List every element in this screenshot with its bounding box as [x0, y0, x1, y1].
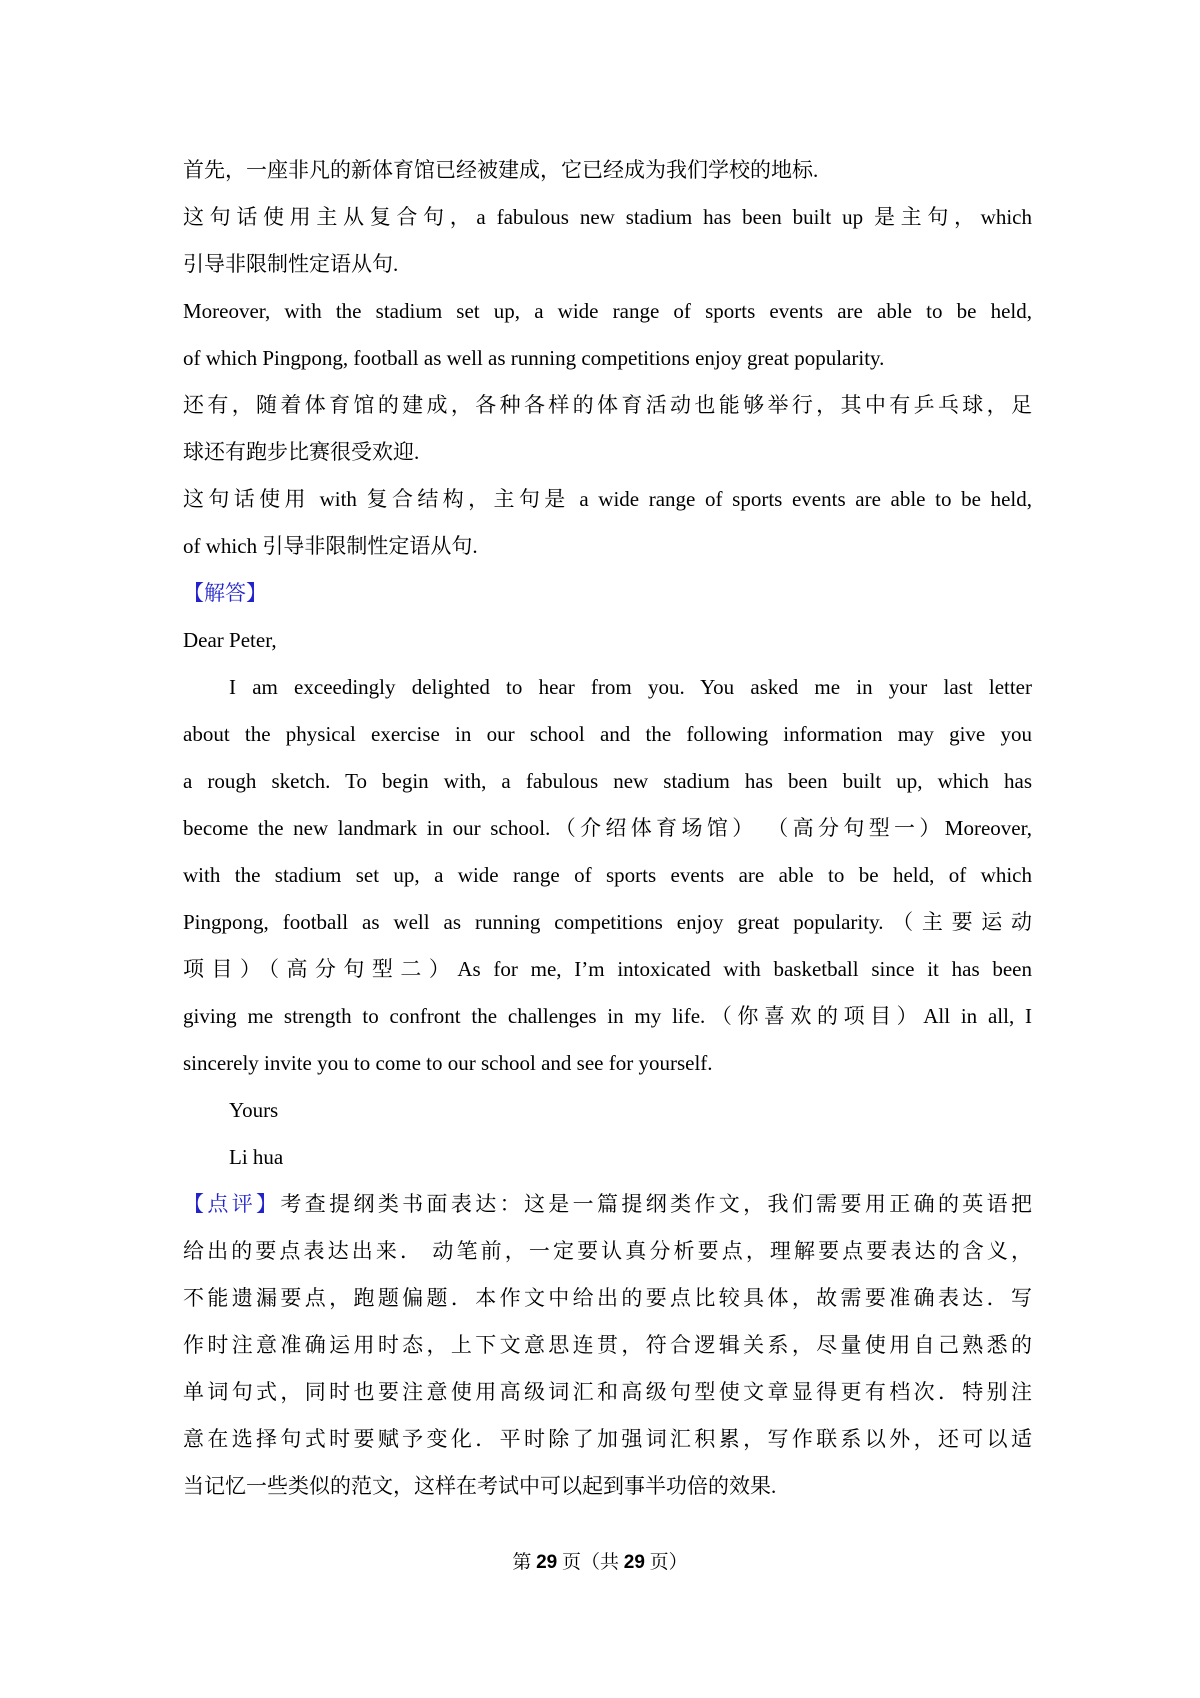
text-segment: 当记忆一些类似的范文，这样在考试中可以起到事半功倍的效果.	[183, 1474, 777, 1498]
letter-line	[183, 664, 1032, 711]
text-segment: 首先，一座非凡的新体育馆已经被建成，它已经成为我们学校的地标.	[183, 158, 819, 182]
comment-section-label: 【点评】	[183, 1192, 281, 1216]
comment-line	[183, 1369, 1032, 1416]
text-segment: Pingpong, football as well as running competitions enjoy great popularity.（主要运动	[183, 910, 1032, 934]
text-segment: a rough sketch. To begin with, a fabulous new stadium has been built up, which has	[183, 769, 1032, 793]
page-footer	[0, 1550, 1200, 1576]
text-segment: 这句话使用主从复合句，a fabulous new stadium has been built up 是主句，which	[183, 205, 1032, 229]
letter-line	[183, 758, 1032, 805]
text-segment: sincerely invite you to come to our school and see for yourself.	[183, 1051, 713, 1075]
text-segment: 球还有跑步比赛很受欢迎.	[183, 440, 420, 464]
document-body	[183, 147, 1032, 1510]
total-page-number: 29	[623, 1552, 645, 1573]
comment-line	[183, 1463, 1032, 1510]
text-segment: 还有，随着体育馆的建成，各种各样的体育活动也能够举行，其中有乒乓球，足	[183, 393, 1032, 417]
text-segment: 项目）（高分句型二）As for me, I’m intoxicated with basketball since it has been	[183, 957, 1032, 981]
text-segment: Dear Peter,	[183, 628, 277, 652]
letter-line	[183, 711, 1032, 758]
para-line	[183, 523, 1032, 570]
comment-line	[183, 1322, 1032, 1369]
text-segment: I am exceedingly delighted to hear from you. You asked me in your last letter	[229, 675, 1032, 699]
para-line	[183, 429, 1032, 476]
text-segment: 作时注意准确运用时态，上下文意思连贯，符合逻辑关系，尽量使用自己熟悉的	[183, 1333, 1032, 1357]
text-segment: 这句话使用 with 复合结构，主句是 a wide range of sports events are able to be held,	[183, 487, 1032, 511]
text-segment: become the new landmark in our school.（介绍体育场馆） （高分句型一）Moreover,	[183, 816, 1032, 840]
para-line	[183, 194, 1032, 241]
letter-line	[183, 993, 1032, 1040]
answer-section-label: 【解答】	[183, 581, 267, 605]
para-line	[183, 147, 1032, 194]
text-segment: 单词句式，同时也要注意使用高级词汇和高级句型使文章显得更有档次．特别注	[183, 1380, 1032, 1404]
letter-line	[183, 805, 1032, 852]
text-segment: 不能遗漏要点，跑题偏题．本作文中给出的要点比较具体，故需要准确表达．写	[183, 1286, 1032, 1310]
comment-line	[183, 1416, 1032, 1463]
para-line	[183, 288, 1032, 335]
comment-line	[183, 1181, 1032, 1228]
comment-line	[183, 1228, 1032, 1275]
text-segment: about the physical exercise in our school and the following information may give you	[183, 722, 1032, 746]
answer-label-line	[183, 570, 1032, 617]
text-segment: 意在选择句式时要赋予变化．平时除了加强词汇积累，写作联系以外，还可以适	[183, 1427, 1032, 1451]
para-line	[183, 241, 1032, 288]
letter-line	[183, 1040, 1032, 1087]
text-segment: with the stadium set up, a wide range of sports events are able to be held, of which	[183, 863, 1032, 887]
text-segment: 页（共	[557, 1552, 624, 1573]
text-segment: 引导非限制性定语从句.	[183, 252, 399, 276]
letter-line	[183, 946, 1032, 993]
text-segment: Yours	[229, 1098, 279, 1122]
para-line	[183, 335, 1032, 382]
text-segment: Li hua	[229, 1145, 284, 1169]
letter-line	[183, 852, 1032, 899]
text-segment: 考查提纲类书面表达：这是一篇提纲类作文，我们需要用正确的英语把	[280, 1192, 1033, 1216]
letter-line	[183, 617, 1032, 664]
current-page-number: 29	[536, 1552, 558, 1573]
letter-line	[183, 899, 1032, 946]
text-segment: of which 引导非限制性定语从句.	[183, 534, 478, 558]
letter-signoff-line	[183, 1087, 1032, 1134]
comment-line	[183, 1275, 1032, 1322]
text-segment: of which Pingpong, football as well as running competitions enjoy great popularity.	[183, 346, 885, 370]
letter-signature-line	[183, 1134, 1032, 1181]
text-segment: 页）	[644, 1552, 688, 1573]
text-segment: 第	[512, 1552, 537, 1573]
para-line	[183, 382, 1032, 429]
text-segment: giving me strength to confront the challenges in my life.（你喜欢的项目）All in all, I	[183, 1004, 1032, 1028]
text-segment: Moreover, with the stadium set up, a wide range of sports events are able to be held,	[183, 299, 1032, 323]
para-line	[183, 476, 1032, 523]
text-segment: 给出的要点表达出来． 动笔前，一定要认真分析要点，理解要点要表达的含义，	[183, 1239, 1032, 1263]
